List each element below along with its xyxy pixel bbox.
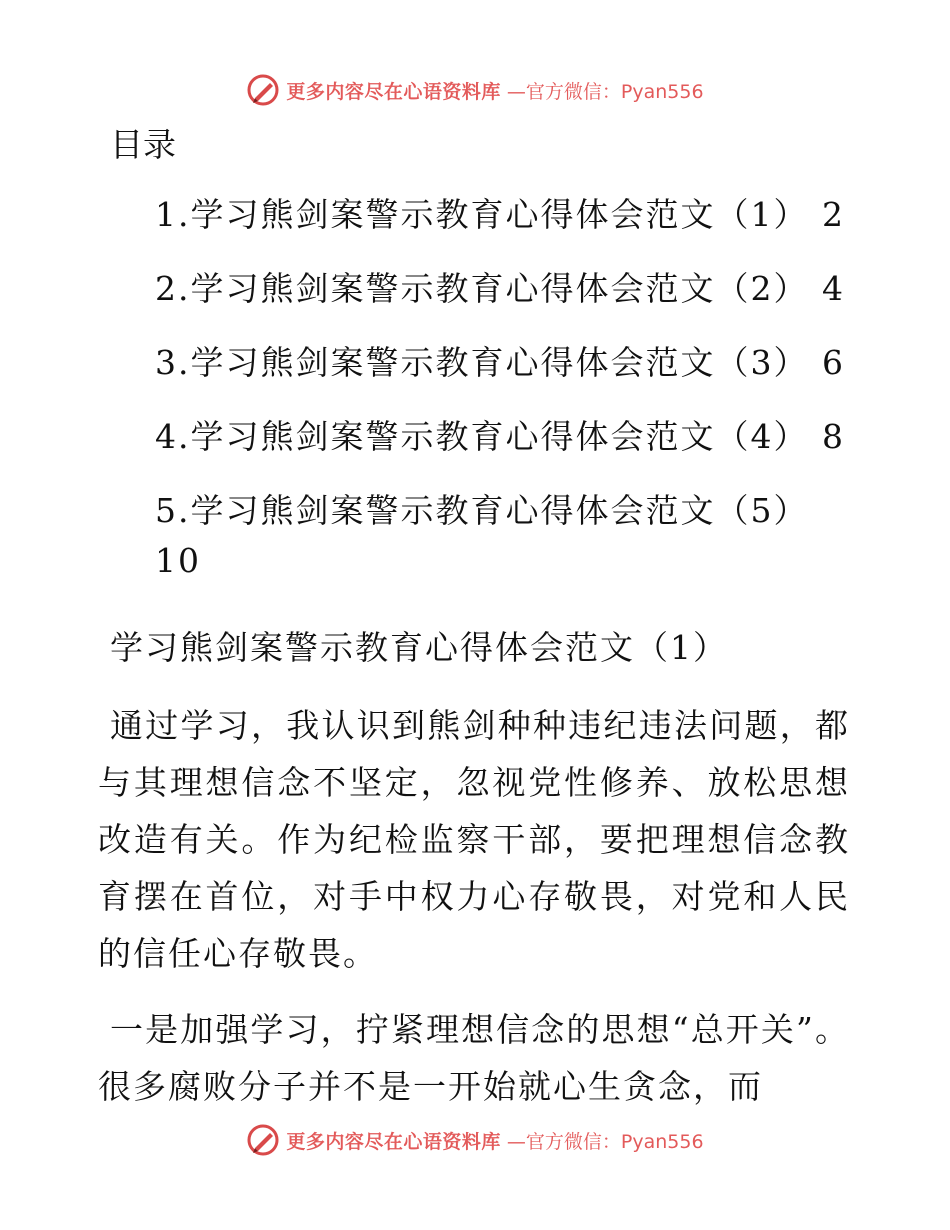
pen-logo-icon xyxy=(246,1123,280,1157)
toc-item[interactable] xyxy=(155,488,845,580)
toc-item[interactable] xyxy=(155,266,845,340)
toc-item-page: 10 xyxy=(155,541,201,580)
body-paragraph: 一是加强学习，拧紧理想信念的思想“总开关”。很多腐败分子并不是一开始就心生贪念，而 xyxy=(98,1010,850,1106)
body-paragraph: 通过学习，我认识到熊剑种种违纪违法问题，都与其理想信念不坚定，忽视党性修养、放松思想改造有关。作为纪检监察干部，要把理想信念教育摆在首位，对手中权力心存敬畏，对党和人民的信任心存敬畏。 xyxy=(98,706,850,973)
watermark-sub-text: —官方微信：Pyan556 xyxy=(506,80,704,103)
watermark-main-text: 更多内容尽在心语资料库 xyxy=(286,80,501,103)
toc-item[interactable] xyxy=(155,414,845,488)
toc-item-page: 6 xyxy=(822,343,845,382)
toc-item[interactable] xyxy=(155,340,845,414)
toc-item-label: 2.学习熊剑案警示教育心得体会范文（2） xyxy=(155,269,809,308)
toc-item-page: 8 xyxy=(822,417,845,456)
toc-item-label: 1.学习熊剑案警示教育心得体会范文（1） xyxy=(155,195,809,234)
section-title: 学习熊剑案警示教育心得体会范文（1） xyxy=(110,628,728,667)
header-watermark xyxy=(0,70,950,110)
watermark-sub-text: —官方微信：Pyan556 xyxy=(506,1130,704,1153)
watermark-main-text: 更多内容尽在心语资料库 xyxy=(286,1130,501,1153)
toc-item-label: 3.学习熊剑案警示教育心得体会范文（3） xyxy=(155,343,809,382)
toc-item-label: 4.学习熊剑案警示教育心得体会范文（4） xyxy=(155,417,809,456)
toc-item-page: 4 xyxy=(822,269,845,308)
footer-watermark xyxy=(0,1120,950,1160)
toc-item-label: 5.学习熊剑案警示教育心得体会范文（5） xyxy=(155,491,809,530)
toc-item[interactable] xyxy=(155,192,845,266)
toc-item-page: 2 xyxy=(822,195,845,234)
pen-logo-icon xyxy=(246,73,280,107)
toc-list xyxy=(155,192,845,580)
toc-heading: 目录 xyxy=(110,125,176,164)
